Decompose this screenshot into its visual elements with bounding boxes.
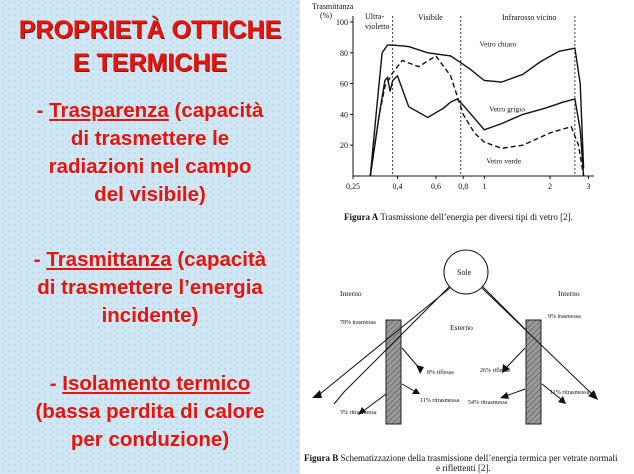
region-label-visible: Visibile	[418, 13, 443, 22]
bullet-line: di trasmettere l’energia	[37, 276, 263, 299]
region-label-uv-2: violetto	[365, 22, 390, 31]
transmission-chart	[300, 0, 634, 210]
slide-text-panel	[0, 0, 300, 474]
region-label-uv-1: Ultra-	[365, 12, 385, 21]
right-reradiated-in-label: 11% ritrasmessa	[550, 390, 590, 396]
bullet-line: (capacità	[171, 248, 267, 271]
title-line-1: PROPRIETÀ OTTICHE	[18, 16, 282, 44]
right-reradiated-out-arrow	[500, 392, 509, 399]
x-tick-label: 1	[482, 182, 487, 191]
left-reradiated-in-label: 3% ritrasmessa	[340, 410, 377, 416]
x-tick-label: 0,4	[392, 182, 403, 191]
right-interno-label: Interno	[558, 289, 580, 298]
series-line-2	[370, 76, 583, 176]
right-glass-pane	[526, 320, 541, 424]
figure-a-caption	[344, 212, 573, 223]
bullet-keyword: Trasmittanza	[46, 248, 172, 271]
bullet-line: per conduzione)	[70, 428, 230, 451]
slide-title	[0, 14, 300, 80]
bullet-prefix: -	[49, 372, 63, 395]
right-reflected-ray	[506, 348, 525, 368]
bullet-trasmittanza	[0, 246, 300, 330]
y-tick-label: 100	[336, 18, 348, 27]
figure-b-caption-line-1: Schematizzazione della trasmissione dell’energia termica per vetrate normali	[340, 453, 618, 463]
y-tick-label: 80	[340, 48, 348, 58]
left-transmitted-label: 78% trasmessa	[340, 320, 376, 326]
bullet-prefix: -	[33, 248, 47, 271]
figure-b-caption-line-2: e riflettenti [2].	[436, 463, 491, 473]
series-label-3: Vetro verde	[486, 156, 522, 166]
y-tick-label: 40	[340, 110, 348, 120]
title-line-2: E TERMICHE	[72, 49, 228, 77]
figure-a-caption-label: Figura A	[344, 212, 379, 222]
heat-transmission-diagram	[300, 244, 634, 454]
bullet-line: di trasmettere le	[70, 127, 230, 150]
right-reflected-label: 26% riflessa	[480, 368, 510, 374]
left-reflected-arrow	[416, 365, 424, 374]
left-interno-label: Interno	[340, 289, 362, 298]
bullet-prefix: -	[36, 99, 50, 122]
bullet-line: del visibile)	[94, 183, 206, 206]
right-reradiated-out-ray	[506, 389, 525, 396]
left-reradiated-out-arrow	[412, 388, 420, 394]
right-transmitted-label: 9% trasmessa	[548, 314, 581, 320]
left-reradiated-out-ray	[402, 384, 416, 392]
y-tick-label: 60	[340, 79, 348, 89]
figure-b-caption-label: Figura B	[304, 453, 339, 463]
x-tick-label: 0,6	[430, 182, 441, 191]
y-axis-unit: (%)	[320, 11, 332, 20]
left-reflected-label: 8% riflessa	[427, 370, 454, 376]
region-label-infrared: Infrarosso vicino	[502, 13, 557, 22]
bullet-keyword: Isolamento termico	[62, 372, 251, 395]
y-tick-label: 20	[340, 141, 348, 151]
bullet-trasparenza	[0, 97, 300, 209]
left-glass-pane	[386, 320, 401, 424]
bullet-line: (capacità	[168, 99, 264, 122]
series-label-2: Vetro grigio	[488, 104, 526, 114]
bullet-line: radiazioni nel campo	[48, 155, 252, 178]
bullet-keyword: Trasparenza	[49, 99, 169, 122]
left-reradiated-out-label: 11% ritrasmessa	[420, 398, 460, 404]
figure-a-caption-text: Trasmissione dell’energia per diversi tipi di vetro [2].	[380, 212, 573, 222]
bullet-line: (bassa perdita di calore	[35, 400, 265, 423]
series-line-1	[370, 45, 583, 176]
left-transmitted-ray	[320, 288, 450, 394]
x-tick-label: 3	[586, 182, 591, 191]
x-tick-label: 0,8	[458, 182, 469, 191]
x-tick-label: 2	[548, 182, 553, 191]
series-label-1: Vetro chiaro	[479, 39, 517, 49]
left-transmitted-arrow	[312, 390, 322, 398]
bullet-line: incidente)	[101, 304, 199, 327]
esterno-label: Esterno	[450, 323, 473, 332]
x-tick-label: 0,25	[346, 182, 360, 191]
bullet-isolamento	[0, 370, 300, 454]
figures-panel	[300, 0, 634, 474]
right-reradiated-out-label: 54% ritrasmessa	[468, 400, 508, 406]
sun-label: Sole	[457, 268, 472, 277]
y-axis-label: Trasmittanza	[312, 2, 354, 11]
